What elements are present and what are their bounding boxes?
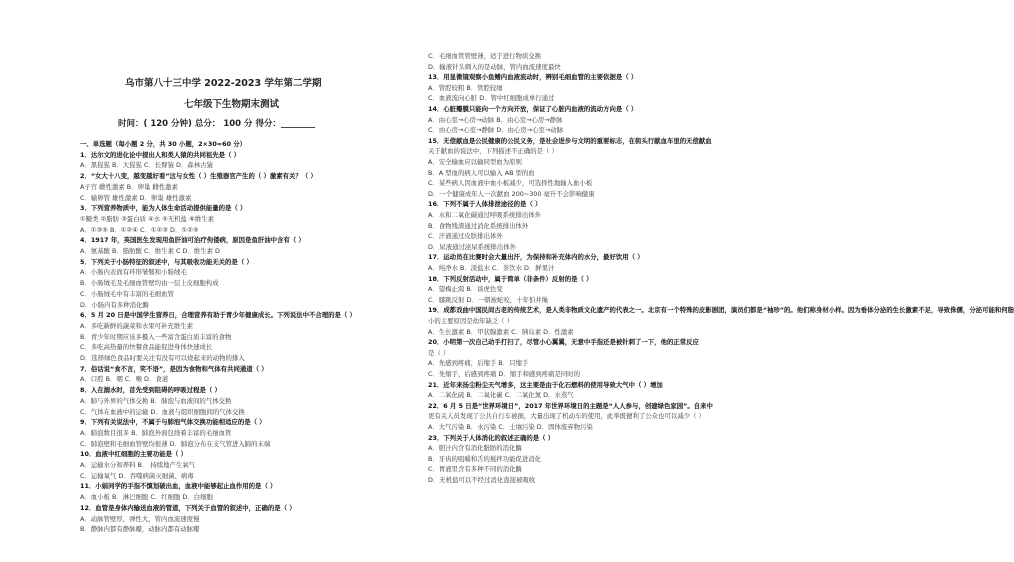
right-text-line: C．血液流向心脏 D．管中红细胞成单行通过 bbox=[428, 94, 555, 103]
left-text-line: A．氨基酸 B．脂肪酸 C．维生素 C D．维生素 D bbox=[80, 247, 220, 255]
right-text-line: D．无机盐可以不经过消化直接被吸收 bbox=[428, 476, 536, 484]
left-text-line: A．小肠内表面有环形皱襞和小肠绒毛 bbox=[80, 268, 187, 277]
exam-title: 乌市第八十三中学 2022-2023 学年第二学期 bbox=[125, 78, 322, 89]
left-text-line: D．选择绿色食品时要关注有没有可以烧起来的动物的排入 bbox=[80, 354, 245, 362]
right-text-line: B．牙齿的咀嚼和舌的搅拌功能促进消化 bbox=[428, 454, 542, 463]
right-text-line: 22．6 月 5 日是“世界环境日”，2017 年世界环境日的主题是“人人参与，创建绿色家园”。自来中 bbox=[428, 401, 713, 410]
left-text-line: 3．下列营养物质中，能为人体生命活动提供能量的是（ ） bbox=[80, 204, 247, 213]
right-text-line: A．纯净水 B．淡盐水 C．茶饮水 D．鲜果汁 bbox=[428, 264, 555, 272]
right-text-line: A．先感到疼痛，后缩手 B．只缩手 bbox=[428, 359, 529, 368]
right-text-line: 是（ ） bbox=[428, 348, 450, 357]
right-text-line: A．生长激素 B．甲状腺激素 C．胰岛素 D．性激素 bbox=[428, 327, 574, 336]
exam-info-line: 时间：( 120 分钟) 总分： 100 分 得分：________ bbox=[118, 119, 316, 129]
right-text-line: A．安全输血应以输同型血为原则 bbox=[428, 158, 522, 166]
left-text-line: ①糖类 ②脂肪 ③蛋白质 ④水 ⑤无机盐 ⑥维生素 bbox=[80, 214, 214, 223]
right-text-line: C．膝跳反射 D．一朝被蛇咬，十年怕井绳 bbox=[428, 295, 549, 304]
right-text-line: A．大气污染 B．水污染 C．土壤污染 D．固体废弃物污染 bbox=[428, 423, 593, 431]
left-text-line: A．黑猩猩 B．大猩猩 C．长臂猿 D．森林古猿 bbox=[80, 161, 213, 170]
left-text-line: 4．1917 年，英国医生发现用鱼肝油可治疗佝偻病，原因是鱼肝油中含有（ ） bbox=[80, 236, 305, 245]
left-text-line: A．肺泡数目很多 B．肺泡外面包绕着丰富的毛细血管 bbox=[80, 428, 232, 437]
right-text-line: C．汗液通过皮肤排出体外 bbox=[428, 232, 503, 241]
left-text-line: A．血小板 B．淋巴细胞 C．红细胞 D．白细胞 bbox=[80, 493, 213, 502]
right-text-line: 14．心脏瓣膜只能向一个方向开放，保证了心脏内血液的流动方向是（ ） bbox=[428, 105, 638, 113]
left-text-line: 6．5 月 20 日是中国学生营养日，合理营养有助于青少年健康成长。下列说法中不合理的是（ ） bbox=[80, 311, 356, 320]
right-text-line: D．尿液通过泌尿系统排出体外 bbox=[428, 242, 516, 251]
left-text-line: 1．达尔文的进化论中提出人和类人猿的共同祖先是（ ） bbox=[80, 150, 241, 159]
right-text-line: C．先缩手，后感到疼痛 D．缩手和感到疼痛是同时的 bbox=[428, 370, 581, 378]
right-text-line: 17．运动员在比赛时会大量出汗，为保持和补充体内的水分，最好饮用（ ） bbox=[428, 253, 644, 262]
left-text-line: 一、单选题（每小题 2 分，共 30 小题，2×30=60 分） bbox=[80, 140, 247, 148]
right-text-line: D．一个健康成年人一次献血 200~300 毫升不会影响健康 bbox=[428, 189, 595, 198]
left-text-line: 11．小娟同学的手指不慎划破出血，血液中能够起止血作用的是（ ） bbox=[80, 482, 277, 491]
right-text-line: C．毛细血管管壁薄，适于进行物质交换 bbox=[428, 52, 542, 60]
right-text-line: C．由心房→心室→静脉 D．由心房→心室→动脉 bbox=[428, 126, 564, 135]
right-text-line: B．食物残渣通过消化系统排出体外 bbox=[428, 221, 529, 230]
left-text-line: 7．俗话说“食不言，笑不语”，是因为食物和气体有共同通道（ ） bbox=[80, 364, 268, 373]
right-text-line: 关于献血的说法中，下列描述不正确的是（ ） bbox=[428, 147, 558, 156]
right-text-line: 更有关人员发现了公共自行车被损，大量出现了机动车的使用，此举既便利了公众也可以减少（ ） bbox=[428, 412, 705, 421]
right-text-line: 23．下列关于人体消化的叙述正确的是（ ） bbox=[428, 433, 555, 442]
left-text-line: C．多吃高热量的快餐食品能促进身体快速成长 bbox=[80, 343, 213, 352]
right-text-line: 13．用显微镜观察小鱼鳍内血液流动时，辨别毛细血管的主要依据是（ ） bbox=[428, 73, 638, 82]
right-text-line: 小的主要原因是幼年缺乏（ ） bbox=[428, 317, 514, 325]
right-text-line: C．胃液里含有多种不同的消化酶 bbox=[428, 465, 522, 474]
left-text-line: A．多吃新鲜的蔬菜和水果可补充维生素 bbox=[80, 321, 194, 330]
left-text-line: 10．血液中红细胞的主要功能是（ ） bbox=[80, 450, 187, 459]
left-text-line: B．青少年时期应该多摄入一些富含蛋白质丰富的食物 bbox=[80, 332, 232, 341]
right-text-line: A．由心室→心房→动脉 B．由心室→心房→静脉 bbox=[428, 115, 563, 124]
left-text-line: C．气体在血液中的运输 D．血液与组织细胞间的气体交换 bbox=[80, 407, 245, 416]
left-text-line: 12．血管是身体内输送血液的管道，下列关于血管的叙述中，正确的是（ ） bbox=[80, 503, 296, 512]
right-text-line: A．胆汁内含有消化脂肪的消化酶 bbox=[428, 444, 522, 453]
right-text-line: 15．无偿献血是公民健康的公民义务，是社会进步与文明的重要标志，在街头行献血车里的无偿献血 bbox=[428, 136, 712, 145]
left-text-line: C．输卵管 雄性激素 D．卵巢 雄性激素 bbox=[80, 193, 192, 202]
right-text-line: 19．成都戏曲中国民间古老的传统艺术，是人类非物质文化遗产的代表之一。北京有一个特殊的皮影剧团，演员们都是“袖珍”的。他们称身材小样。因为垂体分泌的生长激素不足，导致侏儒，分泌可能和何脂 bbox=[428, 306, 1014, 315]
right-text-line: 18．下列反射活动中，属于简单（非条件）反射的是（ ） bbox=[428, 274, 593, 283]
left-text-line: C．小肠绒毛中有丰富的毛细血管 bbox=[80, 289, 174, 298]
left-text-line: 2．“女大十八变，越变越好看”这与女性（ ）生殖器官产生的（ ）激素有关？（ ） bbox=[80, 172, 317, 181]
left-text-line: C．运输氧气 D．吞噬病菌灭细菌、病毒 bbox=[80, 471, 194, 480]
left-text-line: B．静脉内都有静脉瓣，动脉内都有动脉瓣 bbox=[80, 525, 200, 534]
left-text-line: A．肺与外界的气体交换 B．肺泡与血液间的气体交换 bbox=[80, 396, 232, 405]
right-text-line: C．某些病人因血液中血小板减少，可选择性地输入血小板 bbox=[428, 179, 593, 188]
left-text-line: 9．下列有关说法中，不属于与肺泡气体交换功能相适应的是（ ） bbox=[80, 418, 266, 427]
left-text-line: B．小肠绒毛及毛细血管壁均由一层上皮细胞构成 bbox=[80, 279, 219, 288]
left-text-line: D．小肠内有多种消化酶 bbox=[80, 300, 149, 309]
right-text-line: 21．近年来扬尘粉尘天气增多，这主要是由于化石燃料的使用导致大气中（ ）增加 bbox=[428, 380, 663, 389]
right-text-line: A．管腔较粗 B．管腔较细 bbox=[428, 83, 503, 92]
left-text-line: A．口腔 B．咽 C．喉 D．食道 bbox=[80, 375, 169, 384]
left-text-line: A．①③⑤ B．①②④ C．①②③ D．①②⑤ bbox=[80, 225, 199, 234]
right-text-line: A．水和二氧化碳通过呼吸系统排出体外 bbox=[428, 211, 542, 219]
left-text-line: A．动脉管壁厚，弹性大，管内血流速度慢 bbox=[80, 514, 200, 523]
exam-subtitle: 七年级下生物期末测试 bbox=[184, 99, 280, 110]
right-text-line: B．A 型血的病人可以输入 AB 型的血 bbox=[428, 168, 535, 177]
left-text-line: C．肺泡壁和毛细血管壁均很薄 D．肺泡分布在支气管进入肺的末端 bbox=[80, 439, 271, 448]
right-text-line: 20．小明第一次自己动手打扫了，尽管小心翼翼，无意中手指还是被针刺了一下，他的正常反应 bbox=[428, 338, 699, 347]
right-text-line: A．望梅止渴 B．谈虎色变 bbox=[428, 285, 503, 294]
left-text-line: 8．人在溺水时，首先受到阻碍的呼吸过程是（ ） bbox=[80, 386, 221, 395]
right-text-line: D．输液针头刺入的是动脉，管内血流速度最快 bbox=[428, 62, 561, 71]
left-text-line: A．运输水分和养料 B． 持续地产生氧气 bbox=[80, 461, 196, 469]
right-text-line: 16．下列不属于人体排泄途径的是（ ） bbox=[428, 200, 542, 209]
right-text-line: A．二氧化硫 B．二氧化碳 C．二氧化氮 D．水蒸气 bbox=[428, 391, 574, 400]
left-text-line: A子宫 雌性激素 B．卵巢 雌性激素 bbox=[80, 182, 178, 191]
left-text-line: 5．下列关于小肠特征的叙述中，与其吸收功能无关的是（ ） bbox=[80, 257, 253, 266]
